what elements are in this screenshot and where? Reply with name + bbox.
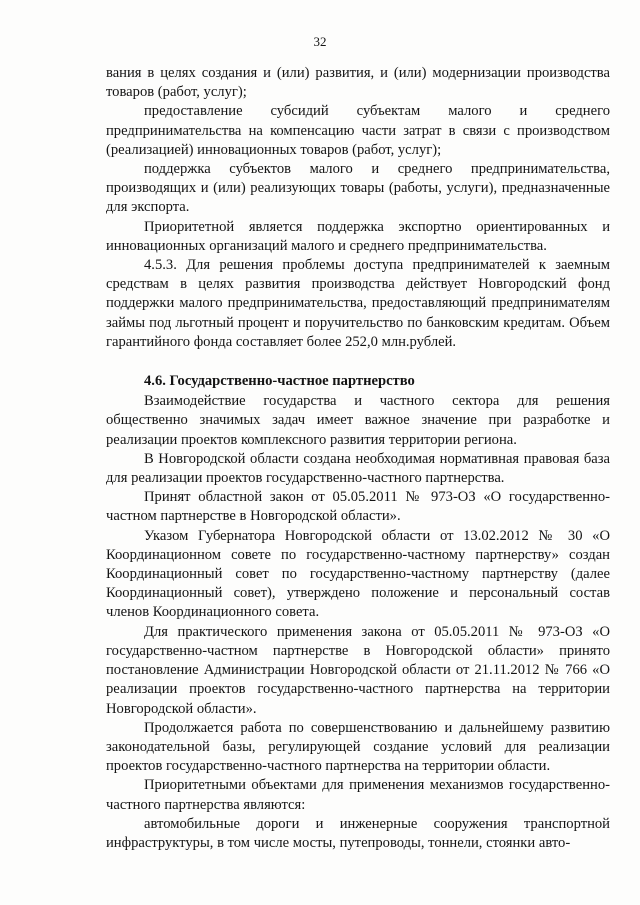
page-number: 32 xyxy=(313,34,327,49)
document-body xyxy=(106,64,610,853)
paragraph-continued: автомобильные дороги и инженерные сооружения транспортной инфраструктуры, в том числе мосты, путепроводы, тоннели, стоянки авто- xyxy=(106,815,610,851)
paragraph: Указом Губернатора Новгородской области от 13.02.2012 № 30 «О Координационном совете по государственно-частному партнерству» создан Координационный совет по государственно-частному партнерству (далее Координационный совет), утверждено положение и персональный состав членов Координационного совета. xyxy=(106,527,610,621)
paragraph: Приоритетной является поддержка экспортно ориентированных и инновационных организаций малого и среднего предпринимательства. xyxy=(106,218,610,254)
paragraph: 4.5.3. Для решения проблемы доступа предпринимателей к заемным средствам в целях развития производства действует Новгородский фонд поддержки малого предпринимательства, предоставляющий предпринимателям займы под льготный процент и поручительство по банковским кредитам. Объем гарантийного фонда составляет более 252,0 млн.рублей. xyxy=(106,257,610,350)
paragraph: предоставление субсидий субъектам малого и среднего предпринимательства на компенсацию части затрат в связи с производством (реализацией) инновационных товаров (работ, услуг); xyxy=(106,103,610,158)
paragraph: В Новгородской области создана необходимая нормативная правовая база для реализации проектов государственно-частного партнерства. xyxy=(106,450,610,487)
paragraph: поддержка субъектов малого и среднего предпринимательства, производящих и (или) реализующих товары (работы, услуги), предназначенные для экспорта. xyxy=(106,161,610,216)
paragraph: Для практического применения закона от 05.05.2011 № 973-ОЗ «О государственно-частном партнерстве в Новгородской области» принято постановление Администрации Новгородской области от 21.11.2012 № 766 «О реализации проектов государственно-частного партнерства на территории Новгородской области». xyxy=(106,623,610,717)
section-heading: 4.6. Государственно-частное партнерство xyxy=(144,373,415,390)
paragraph: Приоритетными объектами для применения механизмов государственно-частного партнерства являются: xyxy=(106,777,610,813)
paragraph: Принят областной закон от 05.05.2011 № 973-ОЗ «О государственно-частном партнерстве в Новгородской области». xyxy=(106,489,610,525)
paragraph: Взаимодействие государства и частного сектора для решения общественно значимых задач имеет важное значение при разработке и реализации проектов комплексного развития территории региона. xyxy=(106,393,610,448)
paragraph-continuation: вания в целях создания и (или) развития, и (или) модернизации производства товаров (работ, услуг); xyxy=(106,65,610,101)
paragraph: Продолжается работа по совершенствованию и дальнейшему развитию законодательной базы, регулирующей создание условий для реализации проектов государственно-частного партнерства на территории области. xyxy=(106,719,610,775)
